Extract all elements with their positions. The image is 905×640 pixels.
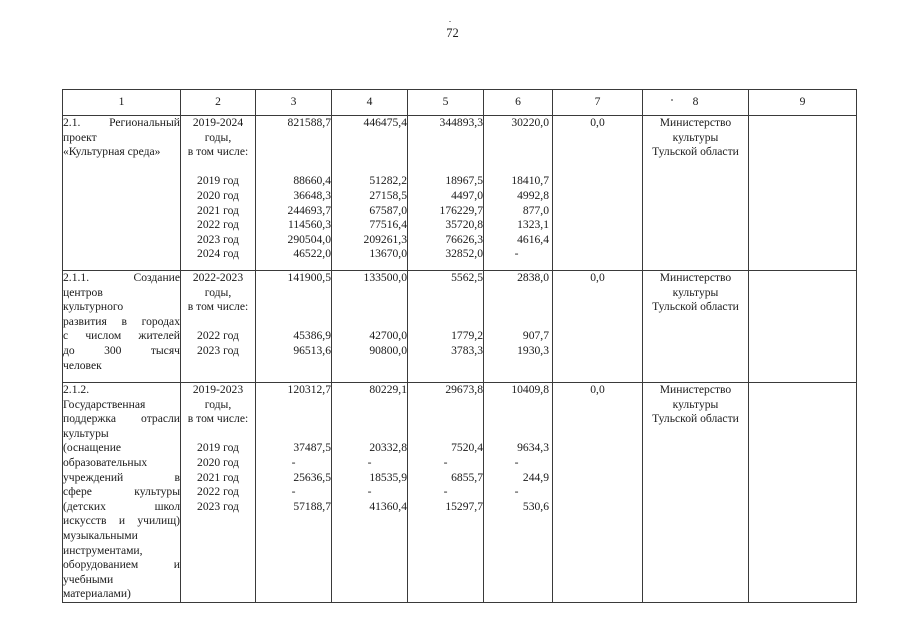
measure-name-line: искусств и училищ) [63, 514, 180, 528]
col6-value: 1930,3 [517, 343, 549, 357]
including-label: в том числе: [187, 412, 249, 426]
col5-value: 35720,8 [445, 218, 483, 232]
year-label: 2022 год [197, 218, 239, 232]
col3-value: 36648,3 [293, 188, 331, 202]
header-cell-5: 5 [408, 90, 484, 116]
year-label: 2023 год [197, 343, 239, 357]
measure-name-line: сфере культуры [63, 485, 180, 499]
measure-name-line: с числом жителей [63, 329, 180, 343]
col5-value: 3783,3 [451, 343, 483, 357]
col6-value: 4616,4 [517, 232, 549, 246]
col4-cell [332, 383, 408, 603]
measure-name-line: 2.1. Региональный [63, 116, 180, 129]
year-label: 2024 год [197, 247, 239, 261]
col7-value: 0,0 [590, 271, 605, 284]
col7-cell [553, 383, 643, 603]
measure-name-line: учебными [63, 572, 114, 586]
scan-mark [449, 21, 451, 22]
executor-line: Министерство [659, 116, 732, 129]
col6-value: 877,0 [522, 203, 549, 217]
measure-name-line: инструментами, [63, 543, 143, 557]
col4-value: 13670,0 [369, 247, 407, 261]
col6-value: 530,6 [522, 499, 549, 513]
col9-cell [749, 383, 857, 603]
measure-name-line: музыкальными [63, 528, 138, 542]
col3-value: 37487,5 [293, 441, 331, 455]
col5-value: 7520,4 [451, 441, 483, 455]
col5-total: 29673,8 [445, 383, 483, 396]
table-row [63, 271, 857, 383]
col4-total: 80229,1 [369, 383, 407, 396]
col6-cell [484, 383, 553, 603]
period-word: годы, [204, 397, 232, 411]
col3-value: 290504,0 [287, 232, 331, 246]
col3-cell [256, 116, 332, 271]
col6-total: 2838,0 [517, 271, 549, 284]
table-header-row [63, 90, 857, 116]
col5-value: 15297,7 [445, 499, 483, 513]
period-cell [181, 271, 256, 383]
col3-value: 45386,9 [293, 329, 331, 343]
measure-name-cell [63, 383, 181, 603]
col6-total: 10409,8 [511, 383, 549, 396]
measure-name-line: культурного [63, 300, 124, 314]
measure-name-line: проект [63, 130, 97, 144]
col3-value: 88660,4 [293, 174, 331, 188]
period-range: 2019-2023 [192, 383, 244, 396]
period-range: 2019-2024 [192, 116, 244, 129]
col3-value: 244693,7 [287, 203, 331, 217]
period-range: 2022-2023 [192, 271, 244, 284]
including-label: в том числе: [187, 300, 249, 314]
col6-value: - [514, 455, 519, 469]
col7-value: 0,0 [590, 383, 605, 396]
col6-value: - [514, 485, 519, 499]
header-cell-1: 1 [63, 90, 181, 116]
col3-value: 96513,6 [293, 343, 331, 357]
period-word: годы, [204, 285, 232, 299]
measure-name-line: культуры [63, 426, 109, 440]
col4-value: 67587,0 [369, 203, 407, 217]
header-cell-3: 3 [256, 90, 332, 116]
year-label: 2020 год [197, 455, 239, 469]
executor-line: культуры [672, 285, 719, 299]
col9-cell [749, 116, 857, 271]
executor-line: культуры [672, 397, 719, 411]
col4-value: 27158,5 [369, 188, 407, 202]
table-row [63, 383, 857, 603]
col4-total: 446475,4 [363, 116, 407, 129]
col4-value: 77516,4 [369, 218, 407, 232]
col6-value: 1323,1 [517, 218, 549, 232]
col5-cell [408, 271, 484, 383]
col6-total: 30220,0 [511, 116, 549, 129]
col5-value: 4497,0 [451, 188, 483, 202]
executor-cell [643, 383, 749, 603]
measure-name-line: человек [63, 358, 102, 372]
page-number: 72 [446, 26, 459, 40]
year-label: 2021 год [197, 470, 239, 484]
including-label: в том числе: [187, 145, 249, 159]
col4-value: 209261,3 [363, 232, 407, 246]
measure-name-line: до 300 тысяч [63, 343, 180, 357]
col3-value: - [291, 455, 296, 469]
col4-value: 20332,8 [369, 441, 407, 455]
header-cell-7: 7 [553, 90, 643, 116]
executor-cell [643, 271, 749, 383]
col6-value: 18410,7 [511, 174, 549, 188]
col5-value: 76626,3 [445, 232, 483, 246]
period-cell [181, 116, 256, 271]
col4-value: - [367, 485, 372, 499]
col5-value: 6855,7 [451, 470, 483, 484]
executor-line: Тульской области [652, 300, 739, 314]
col4-value: 51282,2 [369, 174, 407, 188]
measure-name-line: Государственная [63, 397, 146, 411]
col3-total: 141900,5 [287, 271, 331, 284]
period-cell [181, 383, 256, 603]
col7-cell [553, 116, 643, 271]
measure-name-line: материалами) [63, 587, 131, 601]
col5-cell [408, 383, 484, 603]
col3-value: 46522,0 [293, 247, 331, 261]
col3-cell [256, 271, 332, 383]
col3-value: 114560,3 [287, 218, 331, 232]
measure-name-line: оборудованием и [63, 558, 180, 572]
year-label: 2023 год [197, 232, 239, 246]
year-label: 2019 год [197, 174, 239, 188]
col6-cell [484, 116, 553, 271]
table-row [63, 116, 857, 271]
measure-name-line: (детских школ [63, 499, 180, 513]
budget-table [62, 89, 857, 603]
col3-value: - [291, 485, 296, 499]
col5-value: - [443, 455, 448, 469]
col7-value: 0,0 [590, 116, 605, 129]
measure-name-line: «Культурная среда» [63, 145, 161, 159]
col6-value: 4992,8 [517, 188, 549, 202]
measure-name-line: учреждений в [63, 470, 180, 484]
year-label: 2019 год [197, 441, 239, 455]
col3-cell [256, 383, 332, 603]
col4-value: 18535,9 [369, 470, 407, 484]
col6-value: 244,9 [522, 470, 549, 484]
period-word: годы, [204, 130, 232, 144]
col5-value: 32852,0 [445, 247, 483, 261]
col3-value: 25636,5 [293, 470, 331, 484]
year-label: 2022 год [197, 485, 239, 499]
measure-name-line: 2.1.1. Создание [63, 271, 180, 284]
col5-total: 344893,3 [439, 116, 483, 129]
col3-value: 57188,7 [293, 499, 331, 513]
col3-total: 120312,7 [287, 383, 331, 396]
col4-value: 41360,4 [369, 499, 407, 513]
header-cell-9: 9 [749, 90, 857, 116]
col7-cell [553, 271, 643, 383]
header-cell-4: 4 [332, 90, 408, 116]
col5-value: 176229,7 [439, 203, 483, 217]
col4-value: 90800,0 [369, 343, 407, 357]
header-cell-8: 8 [643, 90, 749, 116]
measure-name-cell [63, 271, 181, 383]
year-label: 2021 год [197, 203, 239, 217]
year-label: 2020 год [197, 188, 239, 202]
year-label: 2023 год [197, 499, 239, 513]
measure-name-line: центров [63, 285, 103, 299]
measure-name-line: (оснащение [63, 441, 122, 455]
col5-value: - [443, 485, 448, 499]
executor-line: Министерство [659, 383, 732, 396]
col5-value: 1779,2 [451, 329, 483, 343]
col5-total: 5562,5 [451, 271, 483, 284]
header-cell-6: 6 [484, 90, 553, 116]
measure-name-line: развития в городах [63, 314, 180, 328]
measure-name-line: 2.1.2. [63, 383, 90, 396]
col4-value: - [367, 455, 372, 469]
col4-cell [332, 116, 408, 271]
col6-cell [484, 271, 553, 383]
col3-total: 821588,7 [287, 116, 331, 129]
executor-line: Министерство [659, 271, 732, 284]
executor-line: культуры [672, 130, 719, 144]
col6-value: 907,7 [522, 329, 549, 343]
executor-cell [643, 116, 749, 271]
measure-name-line: поддержка отрасли [63, 412, 180, 426]
col6-value: 9634,3 [517, 441, 549, 455]
measure-name-line: образовательных [63, 455, 148, 469]
col5-cell [408, 116, 484, 271]
executor-line: Тульской области [652, 412, 739, 426]
col5-value: 18967,5 [445, 174, 483, 188]
col4-value: 42700,0 [369, 329, 407, 343]
year-label: 2022 год [197, 329, 239, 343]
measure-name-cell [63, 116, 181, 271]
col6-value: - [514, 247, 519, 261]
col4-total: 133500,0 [363, 271, 407, 284]
header-cell-2: 2 [181, 90, 256, 116]
executor-line: Тульской области [652, 145, 739, 159]
col4-cell [332, 271, 408, 383]
col9-cell [749, 271, 857, 383]
